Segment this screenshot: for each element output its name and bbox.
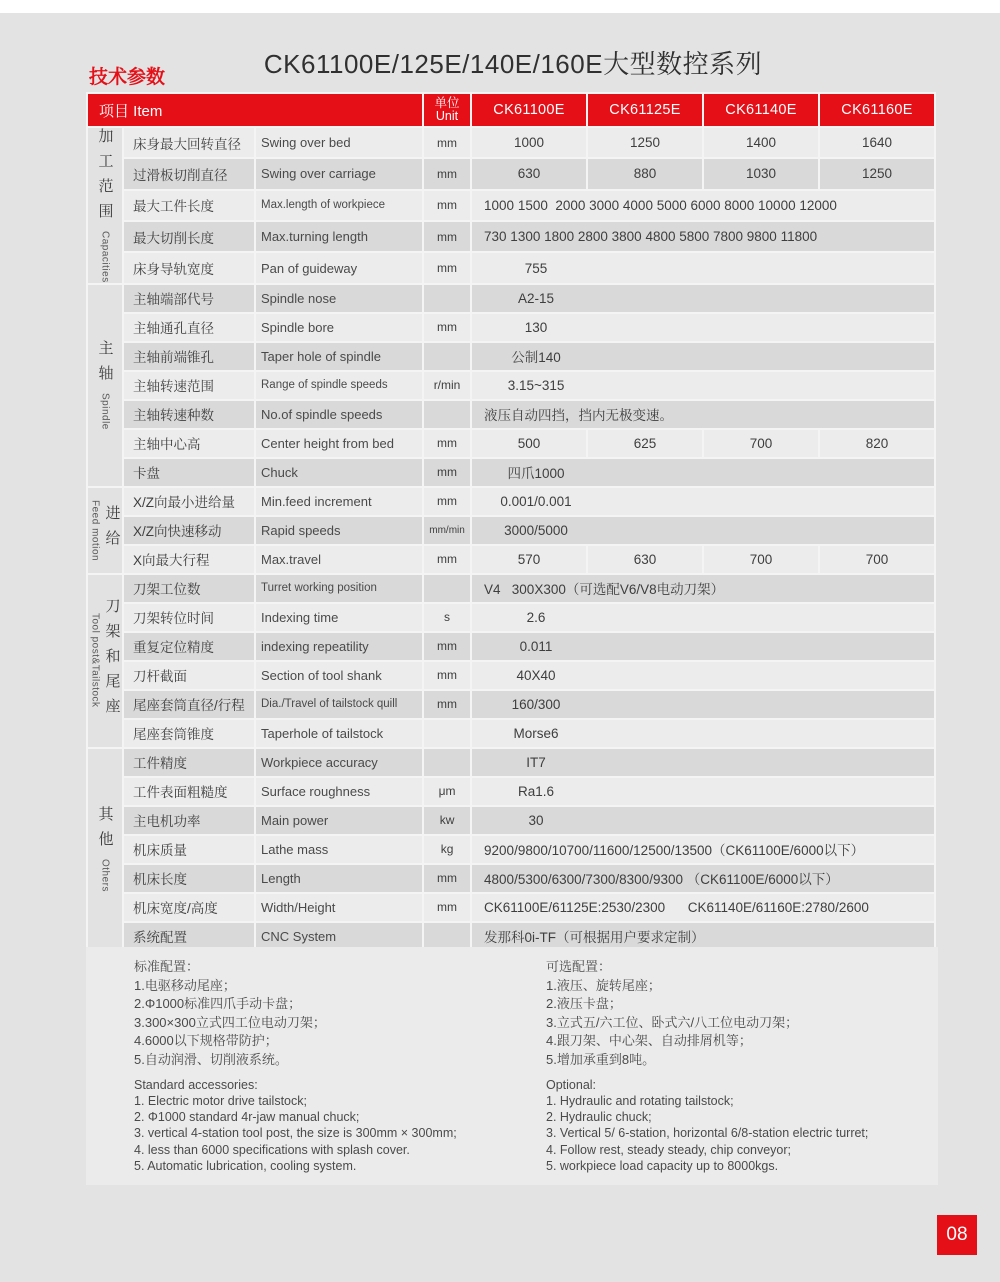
unit-cell: mm [424, 662, 470, 689]
unit-cell: mm/min [424, 517, 470, 544]
unit-cell: mm [424, 191, 470, 220]
param-label-en: Taper hole of spindle [256, 343, 422, 370]
value-cell-3: 1640 [820, 128, 934, 157]
standard-en-block [134, 1077, 546, 1175]
spec-row [88, 575, 934, 602]
unit-cell: mm [424, 314, 470, 341]
value-cell-span [472, 285, 934, 312]
param-label-en: Range of spindle speeds [256, 372, 422, 399]
value-text: 160/300 [511, 696, 561, 712]
value-text: 0.001/0.001 [500, 493, 572, 509]
optional-title-en: Optional: [546, 1077, 597, 1092]
value-cell-span: 4800/5300/6300/7300/8300/9300 （CK61100E/6000以下） [472, 865, 934, 892]
param-label-en: indexing repeatility [256, 633, 422, 660]
param-label-zh: 机床宽度/高度 [124, 894, 254, 921]
value-cell-0: 500 [472, 430, 586, 457]
spec-table-head [88, 94, 934, 126]
standard-item-en-3: 4. less than 6000 specifications with splash cover. [134, 1142, 410, 1157]
spec-row [88, 343, 934, 370]
unit-cell: mm [424, 253, 470, 282]
spec-row [88, 691, 934, 718]
value-cell-1: 1250 [588, 128, 702, 157]
spec-row [88, 778, 934, 805]
param-label-en: Taperhole of tailstock [256, 720, 422, 747]
value-cell-span [472, 488, 934, 515]
unit-cell [424, 575, 470, 602]
unit-cell [424, 401, 470, 428]
value-cell-span: 9200/9800/10700/11600/12500/13500（CK61100E/6000以下） [472, 836, 934, 863]
standard-item-zh-0: 1.电驱移动尾座； [134, 977, 236, 993]
value-cell-span: 730 1300 1800 2800 3800 4800 5800 7800 9800 11800 [472, 222, 934, 251]
value-text: 755 [524, 260, 548, 276]
optional-title-zh: 可选配置： [546, 959, 612, 974]
value-cell-3: 1250 [820, 159, 934, 188]
unit-header-zh: 单位 [434, 96, 460, 110]
spec-row [88, 159, 934, 188]
param-label-zh: 重复定位精度 [124, 633, 254, 660]
page-title: CK61100E/125E/140E/160E大型数控系列 [263, 49, 763, 79]
column-header-model-1: CK61125E [588, 94, 702, 126]
param-label-en: Max.length of workpiece [256, 191, 422, 220]
param-label-en: Width/Height [256, 894, 422, 921]
unit-header-en: Unit [435, 109, 459, 123]
category-label-en: Tool post&Tailstock [89, 613, 101, 708]
param-label-zh: X/Z向最小进给量 [124, 488, 254, 515]
value-cell-0: 570 [472, 546, 586, 573]
param-label-zh: 尾座套筒锥度 [124, 720, 254, 747]
param-label-zh: X/Z向快速移动 [124, 517, 254, 544]
spec-row [88, 865, 934, 892]
top-white-strip [0, 0, 1000, 13]
value-text: IT7 [526, 754, 546, 770]
value-cell-span: V4 300X300（可选配V6/V8电动刀架） [472, 575, 934, 602]
value-cell-1: 630 [588, 546, 702, 573]
param-label-zh: X向最大行程 [124, 546, 254, 573]
value-cell-0: 630 [472, 159, 586, 188]
value-cell-span: 发那科0i-TF（可根据用户要求定制） [472, 923, 934, 950]
category-label-en: Capacities [99, 231, 111, 283]
value-cell-span [472, 459, 934, 486]
value-cell-2: 700 [704, 546, 818, 573]
category-label-zh: 进给 [103, 505, 121, 556]
unit-cell: s [424, 604, 470, 631]
standard-title-zh: 标准配置： [134, 959, 200, 974]
standard-item-en-1: 2. Φ1000 standard 4r-jaw manual chuck; [134, 1110, 360, 1125]
value-cell-2: 1030 [704, 159, 818, 188]
unit-cell [424, 749, 470, 776]
unit-cell: mm [424, 633, 470, 660]
unit-cell: mm [424, 128, 470, 157]
spec-row [88, 314, 934, 341]
value-text: 0.011 [519, 638, 553, 654]
param-label-zh: 最大工件长度 [124, 191, 254, 220]
param-label-en: Spindle nose [256, 285, 422, 312]
param-label-zh: 工件表面粗糙度 [124, 778, 254, 805]
param-label-zh: 主轴转速范围 [124, 372, 254, 399]
param-label-en: Dia./Travel of tailstock quill [256, 691, 422, 718]
unit-cell: mm [424, 546, 470, 573]
spec-row [88, 546, 934, 573]
value-cell-span [472, 720, 934, 747]
value-cell-span [472, 662, 934, 689]
value-cell-span [472, 749, 934, 776]
param-label-en: Turret working position [256, 575, 422, 602]
value-text: 30 [528, 812, 544, 828]
param-label-en: Chuck [256, 459, 422, 486]
param-label-zh: 系统配置 [124, 923, 254, 950]
spec-row [88, 191, 934, 220]
param-label-zh: 尾座套筒直径/行程 [124, 691, 254, 718]
value-text: A2-15 [518, 290, 555, 306]
value-cell-span [472, 343, 934, 370]
param-label-en: Indexing time [256, 604, 422, 631]
param-label-zh: 主轴转速种数 [124, 401, 254, 428]
spec-row [88, 285, 934, 312]
optional-en-block [546, 1077, 938, 1175]
spec-table [86, 92, 936, 952]
spec-row [88, 604, 934, 631]
spec-row [88, 488, 934, 515]
unit-cell: mm [424, 222, 470, 251]
column-header-model-2: CK61140E [704, 94, 818, 126]
unit-cell: mm [424, 894, 470, 921]
category-label-zh: 刀架和尾座 [103, 598, 121, 724]
value-cell-span [472, 253, 934, 282]
param-label-en: Lathe mass [256, 836, 422, 863]
param-label-en: Workpiece accuracy [256, 749, 422, 776]
spec-row [88, 222, 934, 251]
optional-item-en-4: 5. workpiece load capacity up to 8000kgs. [546, 1159, 779, 1174]
unit-cell: r/min [424, 372, 470, 399]
value-text: 2.6 [526, 609, 546, 625]
param-label-zh: 主轴通孔直径 [124, 314, 254, 341]
value-cell-0: 1000 [472, 128, 586, 157]
unit-cell [424, 923, 470, 950]
value-cell-span [472, 691, 934, 718]
value-text: Morse6 [513, 725, 559, 741]
param-label-zh: 主电机功率 [124, 807, 254, 834]
column-header-model-0: CK61100E [472, 94, 586, 126]
value-cell-2: 1400 [704, 128, 818, 157]
optional-item-en-2: 3. Vertical 5/ 6-station, horizontal 6/8-station electric turret; [546, 1126, 869, 1141]
standard-item-zh-2: 3.300×300立式四工位电动刀架； [134, 1014, 326, 1030]
param-label-zh: 过滑板切削直径 [124, 159, 254, 188]
optional-item-zh-0: 1.液压、旋转尾座； [546, 977, 661, 993]
category-label-zh: 其他 [96, 806, 114, 857]
value-cell-span [472, 633, 934, 660]
param-label-en: Swing over bed [256, 128, 422, 157]
category-cell [88, 285, 122, 486]
param-label-zh: 刀杆截面 [124, 662, 254, 689]
value-cell-span: 1000 1500 2000 3000 4000 5000 6000 8000 10000 12000 [472, 191, 934, 220]
param-label-zh: 刀架工位数 [124, 575, 254, 602]
unit-cell: kw [424, 807, 470, 834]
unit-cell: kg [424, 836, 470, 863]
spec-row [88, 836, 934, 863]
param-label-en: Swing over carriage [256, 159, 422, 188]
unit-cell: mm [424, 459, 470, 486]
category-label-zh: 加工范围 [96, 128, 114, 228]
unit-cell: mm [424, 691, 470, 718]
spec-row [88, 923, 934, 950]
spec-row [88, 720, 934, 747]
param-label-en: Max.travel [256, 546, 422, 573]
category-inner [88, 749, 122, 950]
category-label-en: Feed motion [89, 499, 101, 561]
value-cell-1: 625 [588, 430, 702, 457]
optional-item-zh-1: 2.液压卡盘； [546, 996, 622, 1012]
unit-cell [424, 343, 470, 370]
value-cell-span [472, 517, 934, 544]
config-section [86, 947, 938, 1185]
value-cell-span [472, 314, 934, 341]
column-header-unit [424, 94, 470, 126]
param-label-en: Spindle bore [256, 314, 422, 341]
optional-item-en-1: 2. Hydraulic chuck; [546, 1110, 652, 1125]
section-label: 技术参数 [89, 67, 166, 88]
param-label-zh: 主轴端部代号 [124, 285, 254, 312]
optional-item-zh-4: 5.增加承重到8吨。 [546, 1051, 656, 1067]
optional-item-zh-2: 3.立式五/六工位、卧式六/八工位电动刀架； [546, 1014, 799, 1030]
param-label-zh: 卡盘 [124, 459, 254, 486]
value-cell-span: 液压自动四挡，挡内无极变速。 [472, 401, 934, 428]
unit-cell: mm [424, 159, 470, 188]
spec-row [88, 894, 934, 921]
param-label-zh: 刀架转位时间 [124, 604, 254, 631]
param-label-en: Rapid speeds [256, 517, 422, 544]
param-label-en: Center height from bed [256, 430, 422, 457]
category-inner [88, 128, 122, 283]
category-cell [88, 128, 122, 283]
param-label-zh: 床身最大回转直径 [124, 128, 254, 157]
spec-table-body [88, 128, 934, 950]
param-label-zh: 机床质量 [124, 836, 254, 863]
unit-cell [424, 285, 470, 312]
column-header-item: 项目 Item [88, 94, 422, 126]
value-cell-3: 820 [820, 430, 934, 457]
optional-config-column [546, 958, 938, 1185]
value-cell-span: CK61100E/61125E:2530/2300 CK61140E/61160E:2780/2600 [472, 894, 934, 921]
param-label-en: Surface roughness [256, 778, 422, 805]
value-text: 3.15~315 [507, 377, 565, 393]
unit-cell: μm [424, 778, 470, 805]
standard-item-en-0: 1. Electric motor drive tailstock; [134, 1093, 307, 1108]
category-cell [88, 749, 122, 950]
param-label-zh: 机床长度 [124, 865, 254, 892]
header-row [88, 94, 934, 126]
value-cell-span [472, 807, 934, 834]
param-label-en: Main power [256, 807, 422, 834]
standard-item-en-2: 3. vertical 4-station tool post, the size is 300mm × 300mm; [134, 1126, 457, 1141]
value-cell-2: 700 [704, 430, 818, 457]
unit-cell: mm [424, 865, 470, 892]
value-cell-span [472, 372, 934, 399]
spec-row [88, 128, 934, 157]
standard-config-column [134, 958, 546, 1185]
spec-row [88, 807, 934, 834]
value-cell-span [472, 778, 934, 805]
param-label-zh: 床身导轨宽度 [124, 253, 254, 282]
value-text: 40X40 [516, 667, 556, 683]
param-label-zh: 工件精度 [124, 749, 254, 776]
value-text: 公制140 [511, 350, 561, 366]
column-header-model-3: CK61160E [820, 94, 934, 126]
value-text: 3000/5000 [504, 522, 568, 538]
spec-row [88, 749, 934, 776]
category-inner [88, 575, 122, 747]
optional-item-en-0: 1. Hydraulic and rotating tailstock; [546, 1093, 734, 1108]
param-label-zh: 主轴前端锥孔 [124, 343, 254, 370]
value-cell-span [472, 604, 934, 631]
param-label-en: CNC System [256, 923, 422, 950]
param-label-en: Max.turning length [256, 222, 422, 251]
param-label-zh: 最大切削长度 [124, 222, 254, 251]
spec-row [88, 430, 934, 457]
param-label-zh: 主轴中心高 [124, 430, 254, 457]
category-cell [88, 575, 122, 747]
standard-item-en-4: 5. Automatic lubrication, cooling system. [134, 1159, 357, 1174]
spec-row [88, 372, 934, 399]
unit-cell: mm [424, 430, 470, 457]
param-label-en: Section of tool shank [256, 662, 422, 689]
standard-item-zh-1: 2.Φ1000标准四爪手动卡盘； [134, 996, 302, 1012]
optional-item-en-3: 4. Follow rest, steady steady, chip conveyor; [546, 1142, 792, 1157]
value-cell-1: 880 [588, 159, 702, 188]
param-label-en: Pan of guideway [256, 253, 422, 282]
param-label-en: Length [256, 865, 422, 892]
value-text: 130 [524, 319, 548, 335]
category-label-zh: 主轴 [96, 340, 114, 391]
spec-row [88, 662, 934, 689]
unit-cell: mm [424, 488, 470, 515]
spec-row [88, 253, 934, 282]
value-text: Ra1.6 [518, 783, 555, 799]
standard-item-zh-3: 4.6000以下规格带防护； [134, 1033, 278, 1049]
category-inner [88, 285, 122, 486]
category-inner [88, 488, 122, 573]
spec-row [88, 633, 934, 660]
standard-item-zh-4: 5.自动润滑、切削液系统。 [134, 1051, 288, 1067]
category-label-en: Others [99, 859, 111, 893]
standard-title-en: Standard accessories: [134, 1077, 258, 1092]
spec-row [88, 401, 934, 428]
unit-cell [424, 720, 470, 747]
value-cell-3: 700 [820, 546, 934, 573]
param-label-en: No.of spindle speeds [256, 401, 422, 428]
value-text: 四爪1000 [507, 466, 565, 482]
spec-row [88, 517, 934, 544]
optional-item-zh-3: 4.跟刀架、中心架、自动排屑机等； [546, 1033, 752, 1049]
param-label-en: Min.feed increment [256, 488, 422, 515]
category-cell [88, 488, 122, 573]
spec-row [88, 459, 934, 486]
category-label-en: Spindle [99, 393, 111, 431]
page-number-badge: 08 [937, 1215, 977, 1255]
